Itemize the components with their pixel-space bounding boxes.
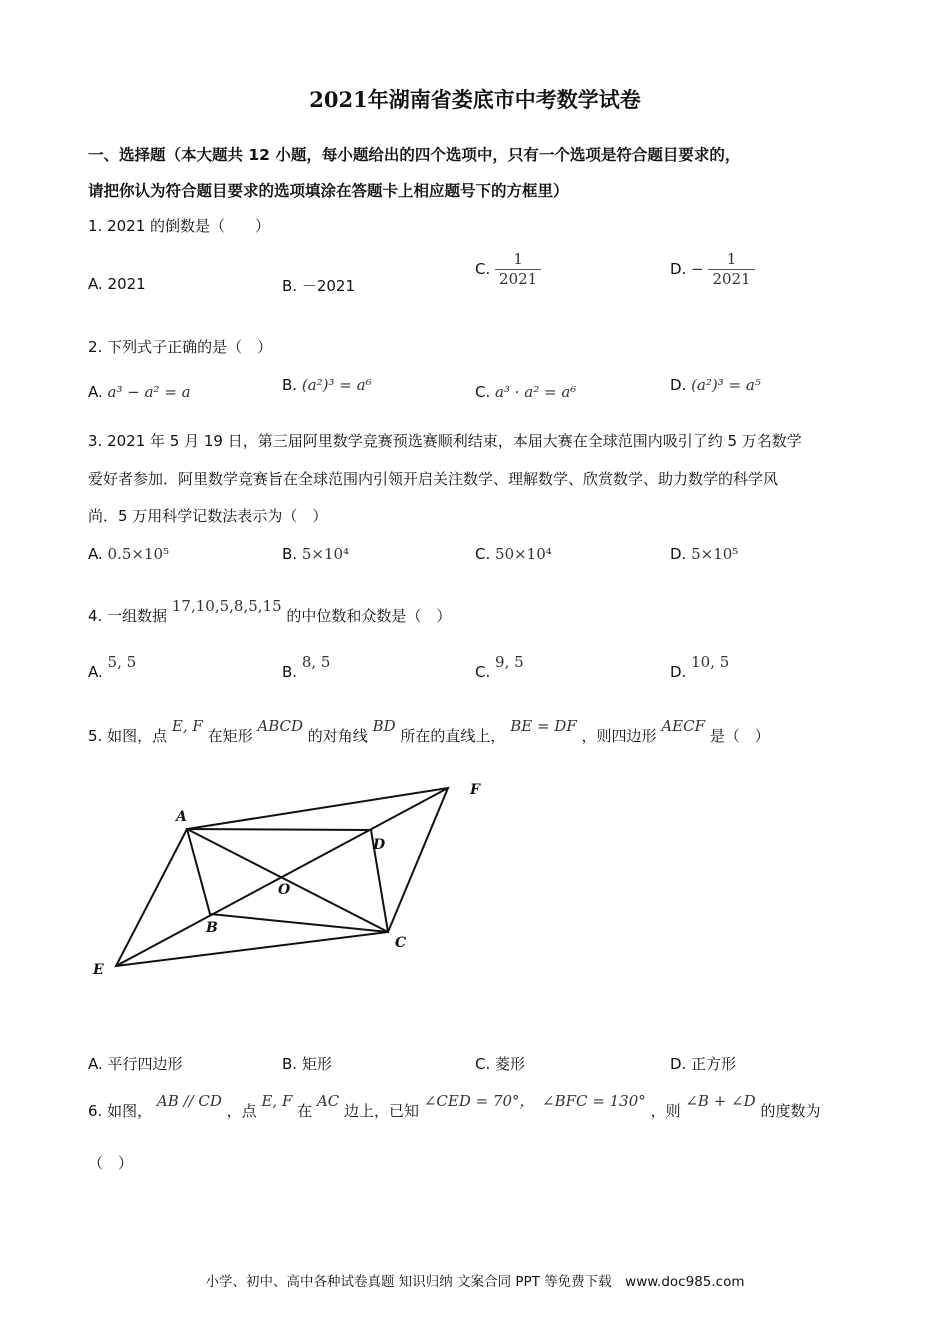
- q3-line2: 爱好者参加．阿里数学竞赛旨在全球范围内引领开启关注数学、理解数学、欣赏数学、助力数学的科学风: [88, 470, 779, 488]
- label-d: D: [373, 837, 386, 853]
- q3-option-b: [282, 545, 349, 563]
- q6-math-3: AC: [316, 1092, 340, 1110]
- q6-math-1: AB // CD: [156, 1092, 222, 1110]
- q3-option-d-label: D.: [670, 545, 687, 563]
- page-title: 2021年湖南省娄底市中考数学试卷: [309, 87, 641, 112]
- q4-option-b-label: B.: [282, 663, 298, 681]
- label-o: O: [278, 882, 291, 898]
- q4-option-a: [88, 653, 137, 681]
- q5-text-1: 5. 如图，点: [88, 727, 168, 745]
- q1-option-a: A. 2021: [88, 275, 146, 293]
- q6-text-1: 6. 如图，: [88, 1102, 153, 1120]
- q4-stem-post: 的中位数和众数是（ ）: [286, 607, 452, 625]
- q5-figure: [88, 770, 508, 985]
- label-a: A: [176, 809, 187, 825]
- q6-math-4: ∠CED = 70°， ∠BFC = 130°: [423, 1092, 646, 1110]
- q1-option-d-label: D.: [670, 260, 687, 278]
- q4-option-c-label: C.: [475, 663, 491, 681]
- q5-text-4: 所在的直线上，: [400, 727, 506, 745]
- q2-option-b-label: B.: [282, 376, 298, 394]
- q4-option-a-label: A.: [88, 663, 103, 681]
- q2-option-b: [282, 376, 372, 394]
- q1-option-c-fraction: [495, 250, 541, 289]
- q6-math-2: E, F: [261, 1092, 293, 1110]
- q3-line1: 3. 2021 年 5 月 19 日，第三届阿里数学竞赛预选赛顺利结束，本届大赛在全球范围内吸引了约 5 万名数学: [88, 432, 802, 450]
- q6-stem: [88, 1092, 821, 1121]
- q5-text-5: ，则四边形: [581, 727, 657, 745]
- q1-option-c-numerator: 1: [513, 250, 523, 268]
- q3-option-c: [475, 545, 552, 563]
- q4-option-b-expr: 8, 5: [301, 653, 331, 671]
- q2-option-d-expr: (a²)³ = a⁵: [691, 376, 761, 394]
- q5-text-3: 的对角线: [307, 727, 368, 745]
- q2-option-a-expr: a³ − a² = a: [107, 383, 191, 401]
- q2-option-d-label: D.: [670, 376, 687, 394]
- q4-option-d: [670, 653, 730, 681]
- section-heading-line1: 一、选择题（本大题共 12 小题，每小题给出的四个选项中，只有一个选项是符合题目要求的，: [88, 146, 741, 164]
- q5-option-c: C. 菱形: [475, 1055, 526, 1073]
- q1-option-c-label: C.: [475, 260, 491, 278]
- q2-option-d: [670, 376, 761, 394]
- q4-stem: [88, 597, 452, 626]
- q2-option-a: [88, 383, 191, 401]
- q3-option-c-label: C.: [475, 545, 491, 563]
- q3-line3: 尚．5 万用科学记数法表示为（ ）: [88, 507, 328, 525]
- diagonal-ac: [187, 829, 388, 932]
- q3-option-d: [670, 545, 738, 563]
- q1-option-c-denominator: 2021: [495, 269, 541, 289]
- q2-option-c-label: C.: [475, 383, 491, 401]
- q2-stem: 2. 下列式子正确的是（ ）: [88, 338, 273, 356]
- q1-option-d-fraction: [708, 250, 754, 289]
- q4-option-d-label: D.: [670, 663, 687, 681]
- q1-option-b: B. －2021: [282, 277, 356, 295]
- q5-stem: [88, 717, 770, 746]
- q4-option-b: [282, 653, 331, 681]
- q3-option-b-label: B.: [282, 545, 298, 563]
- q3-option-b-expr: 5×10⁴: [301, 545, 350, 563]
- q4-option-c: [475, 653, 524, 681]
- q5-option-d: D. 正方形: [670, 1055, 737, 1073]
- label-c: C: [395, 935, 407, 951]
- q2-option-c: [475, 383, 576, 401]
- q5-math-5: AECF: [661, 717, 705, 735]
- q5-math-1: E, F: [171, 717, 203, 735]
- q4-option-d-expr: 10, 5: [691, 653, 730, 671]
- q1-option-d-numerator: 1: [726, 250, 737, 268]
- q4-data: 17,10,5,8,5,15: [171, 597, 282, 615]
- q6-text-3: 在: [297, 1102, 313, 1120]
- q1-option-d-denominator: 2021: [708, 269, 754, 289]
- q1-stem: 1. 2021 的倒数是（ ）: [88, 217, 271, 235]
- q5-math-4: BE = DF: [510, 717, 577, 735]
- q6-math-5: ∠B + ∠D: [685, 1092, 756, 1110]
- section-heading-line2: 请把你认为符合题目要求的选项填涂在答题卡上相应题号下的方框里）: [88, 182, 569, 200]
- q1-option-d: [670, 250, 755, 289]
- q4-option-a-expr: 5, 5: [107, 653, 137, 671]
- q3-option-c-expr: 50×10⁴: [495, 545, 552, 563]
- footer-text: 小学、初中、高中各种试卷真题 知识归纳 文案合同 PPT 等免费下载 www.doc985.com: [205, 1274, 745, 1290]
- q5-option-b: B. 矩形: [282, 1055, 332, 1073]
- q1-option-d-sign: −: [691, 260, 704, 278]
- q6-text-6: 的度数为: [760, 1102, 821, 1120]
- q6-text-2: ，点: [226, 1102, 257, 1120]
- q1-option-c: [475, 250, 541, 289]
- q3-option-d-expr: 5×10⁵: [691, 545, 739, 563]
- q6-text-4: 边上，已知: [344, 1102, 420, 1120]
- label-e: E: [93, 962, 104, 978]
- q5-text-2: 在矩形: [207, 727, 253, 745]
- q5-option-a: A. 平行四边形: [88, 1055, 183, 1073]
- q5-math-2: ABCD: [257, 717, 303, 735]
- q5-text-6: 是（ ）: [709, 727, 770, 745]
- q6-line2: （ ）: [88, 1154, 134, 1172]
- label-b: B: [206, 920, 218, 936]
- q3-option-a-label: A.: [88, 545, 103, 563]
- label-f: F: [470, 782, 480, 798]
- q6-text-5: ，则: [650, 1102, 681, 1120]
- q2-option-c-expr: a³ · a² = a⁶: [495, 383, 577, 401]
- q4-option-c-expr: 9, 5: [495, 653, 524, 671]
- q2-option-b-expr: (a²)³ = a⁶: [301, 376, 372, 394]
- q3-option-a: [88, 545, 169, 563]
- q3-option-a-expr: 0.5×10⁵: [107, 545, 170, 563]
- q5-math-3: BD: [372, 717, 396, 735]
- q4-stem-pre: 4. 一组数据: [88, 607, 168, 625]
- q2-option-a-label: A.: [88, 383, 103, 401]
